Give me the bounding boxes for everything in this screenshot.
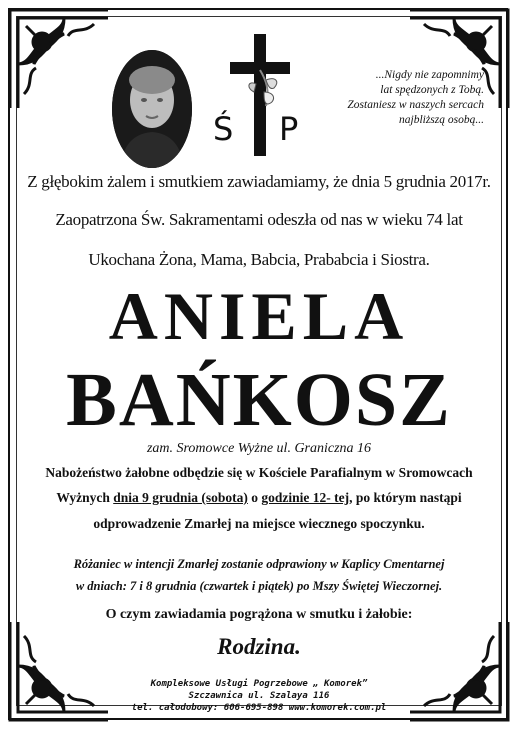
deceased-address: zam. Sromowce Wyżne ul. Graniczna 16 [146,441,372,456]
intro-line: Z głębokim żalem i smutkiem zawiadamiamy, że dnia 5 grudnia 2017r. [27,172,491,191]
portrait-photo [112,50,192,168]
service-text: , po którym nastąpi [349,490,462,505]
service-text: o [247,490,262,505]
quote-line: Zostaniesz w naszych sercach [347,99,484,111]
quote-line: lat spędzonych z Tobą. [380,84,484,96]
footer-contact: tel. całodobowy: 606-695-898 www.komorek.com.pl [131,703,387,713]
intro-line: Ukochana Żona, Mama, Babcia, Prababcia i Siostra. [88,250,430,269]
service-line [30,490,488,506]
service-line: odprowadzenie Zmarłej na miejsce wiecznego spoczynku. [93,516,425,531]
rosary-line: w dniach: 7 i 8 grudnia (czwartek i piątek) po Mszy Świętej Wieczornej. [75,579,443,593]
footer-company: Kompleksowe Usługi Pogrzebowe „ Komorek” [150,679,368,689]
service-text: Wyżnych [56,490,114,505]
service-line: Nabożeństwo żałobne odbędzie się w Kościele Parafialnym w Sromowcach [45,465,473,480]
intro-line: Zaopatrzona Św. Sakramentami odeszła od nas w wieku 74 lat [55,210,463,229]
memorial-quote [304,68,484,128]
service-date: dnia 9 grudnia (sobota) [113,490,248,505]
ornament-top-left [4,4,114,114]
quote-line: najbliższą osobą... [399,114,484,126]
symbol-p: P [279,110,299,148]
footer-address: Szczawnica ul. Szalaya 116 [188,691,330,701]
deceased-first-name: ANIELA [108,278,410,354]
symbol-s: Ś [213,110,234,148]
rosary-line: Różaniec w intencji Zmarłej zostanie odprawiony w Kaplicy Cmentarnej [73,557,445,571]
service-time: godzinie 12- tej [261,490,350,505]
quote-line: ...Nigdy nie zapomnimy [375,69,484,81]
signature: Rodzina. [217,634,301,659]
deceased-last-name: BAŃKOSZ [66,358,452,442]
closing-line: O czym zawiadamia pogrążona w smutku i żałobie: [105,607,413,622]
